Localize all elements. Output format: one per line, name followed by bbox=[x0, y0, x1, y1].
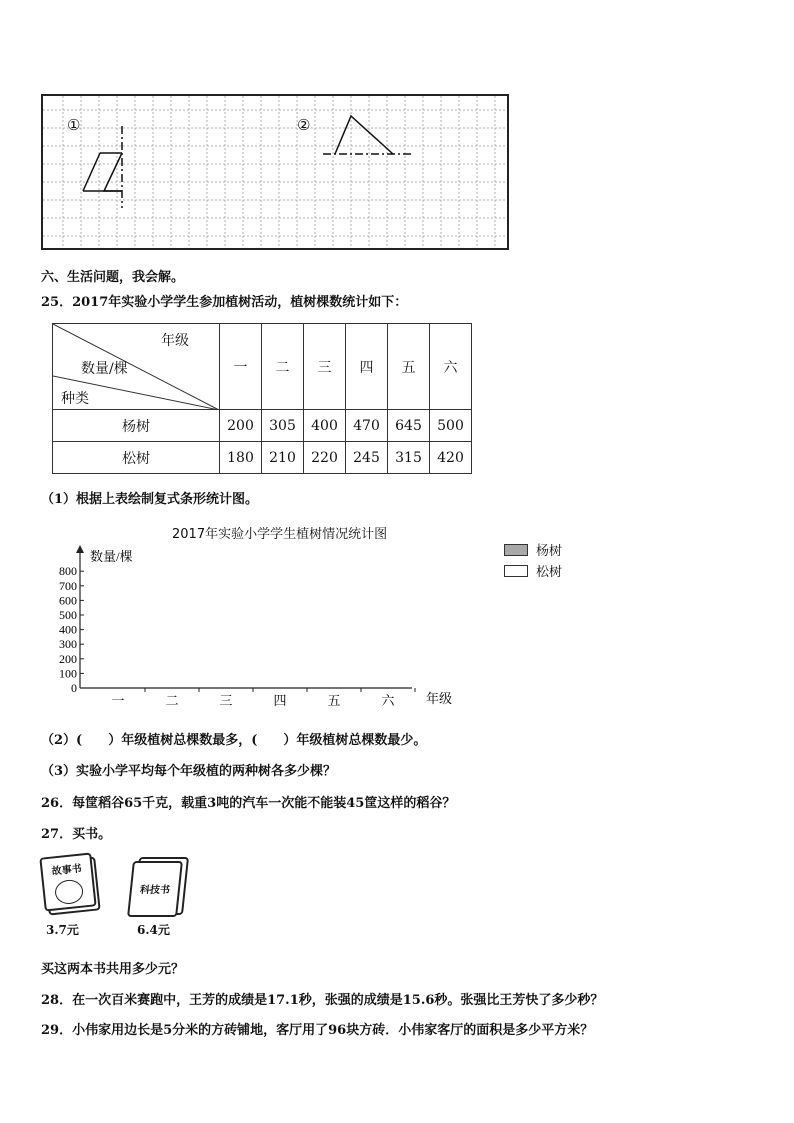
y-axis-label: 数量/棵 bbox=[90, 549, 133, 564]
diag-label-grade: 年级 bbox=[161, 333, 189, 349]
question-25-sub2 bbox=[41, 729, 426, 748]
diag-label-type: 种类 bbox=[61, 391, 89, 407]
tech-book-title: 科技书 bbox=[139, 885, 171, 896]
figure-1-mark: ① bbox=[67, 116, 81, 134]
question-25-sub2-text: （2）( ）年级植树总棵数最多，( ）年级植树总棵数最少。 bbox=[41, 733, 427, 748]
x-tick-label: 五 bbox=[327, 693, 341, 708]
tech-book-price: 6.4元 bbox=[137, 923, 170, 937]
table-cell: 470 bbox=[346, 410, 388, 442]
y-tick-label: 600 bbox=[59, 593, 77, 608]
grade-header: 三 bbox=[304, 324, 346, 410]
figure-1-shape bbox=[83, 126, 122, 208]
question-25-sub1: （1）根据上表绘制复式条形统计图。 bbox=[41, 492, 259, 507]
x-tick-label: 四 bbox=[273, 693, 287, 708]
story-book-cover bbox=[39, 852, 96, 911]
question-29-text: 29．小伟家用边长是5分米的方砖铺地，客厅用了96块方砖．小伟家客厅的面积是多少平方米？ bbox=[41, 1023, 594, 1038]
legend-item-yang bbox=[504, 540, 562, 559]
grade-header: 六 bbox=[430, 324, 472, 410]
chart-title: 2017年实验小学学生植树情况统计图 bbox=[172, 527, 388, 542]
x-tick-label: 二 bbox=[165, 693, 179, 708]
table-cell: 315 bbox=[388, 442, 430, 474]
x-tick-label: 六 bbox=[381, 693, 395, 708]
tree-stats-table bbox=[52, 323, 472, 474]
legend-label: 松树 bbox=[536, 565, 563, 580]
table-cell: 400 bbox=[304, 410, 346, 442]
y-tick-label: 700 bbox=[59, 578, 77, 593]
table-cell: 645 bbox=[388, 410, 430, 442]
story-book-picture bbox=[42, 855, 100, 915]
question-28-text: 28．在一次百米赛跑中，王芳的成绩是17.1秒，张强的成绩是15.6秒。张强比王芳快了多少秒？ bbox=[41, 993, 604, 1008]
grid-figure bbox=[43, 96, 507, 248]
x-ticks bbox=[111, 688, 415, 708]
x-tick-label: 三 bbox=[219, 693, 233, 708]
bar-chart bbox=[40, 545, 470, 715]
legend-label: 杨树 bbox=[536, 544, 563, 559]
y-tick-label: 500 bbox=[59, 608, 77, 622]
tech-book-picture bbox=[128, 855, 188, 917]
question-25-text: 25．2017年实验小学学生参加植树活动，植树棵数统计如下： bbox=[41, 295, 408, 310]
table-cell: 220 bbox=[304, 442, 346, 474]
y-axis-arrow bbox=[76, 545, 84, 553]
question-27-text: 27．买书。 bbox=[41, 827, 112, 842]
grade-header: 二 bbox=[262, 324, 304, 410]
table-cell: 200 bbox=[220, 410, 262, 442]
table-cell: 180 bbox=[220, 442, 262, 474]
figure-2-mark: ② bbox=[297, 116, 311, 134]
legend-swatch-yang bbox=[504, 544, 528, 556]
table-row bbox=[53, 410, 472, 442]
x-axis-label: 年级 bbox=[426, 691, 453, 706]
y-tick-label: 100 bbox=[59, 666, 77, 681]
grade-header: 五 bbox=[388, 324, 430, 410]
question-26-text: 26．每筐稻谷65千克，载重3吨的汽车一次能不能装45筐这样的稻谷？ bbox=[41, 796, 456, 811]
question-25-sub3: （3）实验小学平均每个年级植的两种树各多少棵？ bbox=[41, 764, 337, 779]
flower-icon bbox=[54, 879, 84, 906]
table-cell: 245 bbox=[346, 442, 388, 474]
y-tick-label: 0 bbox=[71, 681, 77, 695]
row-name: 松树 bbox=[53, 442, 220, 474]
grid-figure-box bbox=[41, 94, 509, 250]
section-title: 六、生活问题，我会解。 bbox=[41, 270, 185, 285]
question-27-prompt: 买这两本书共用多少元？ bbox=[41, 962, 185, 977]
figure-2-shape bbox=[323, 116, 411, 154]
diagonal-header-cell bbox=[53, 324, 220, 410]
y-tick-label: 800 bbox=[59, 564, 77, 579]
y-tick-label: 300 bbox=[59, 637, 77, 652]
y-tick-label: 200 bbox=[59, 651, 77, 666]
table-cell: 210 bbox=[262, 442, 304, 474]
legend-swatch-song bbox=[504, 565, 528, 577]
table-cell: 420 bbox=[430, 442, 472, 474]
grade-header: 一 bbox=[220, 324, 262, 410]
y-tick-label: 400 bbox=[59, 622, 77, 637]
table-cell: 305 bbox=[262, 410, 304, 442]
diag-label-quantity: 数量/棵 bbox=[81, 361, 128, 377]
row-name: 杨树 bbox=[53, 410, 220, 442]
story-book-title: 故事书 bbox=[51, 863, 83, 878]
table-cell: 500 bbox=[430, 410, 472, 442]
story-book-price: 3.7元 bbox=[46, 923, 79, 937]
tech-book-cover bbox=[127, 861, 183, 917]
x-tick-label: 一 bbox=[111, 693, 125, 708]
table-row bbox=[53, 442, 472, 474]
legend-item-song bbox=[504, 561, 562, 580]
grade-header: 四 bbox=[346, 324, 388, 410]
